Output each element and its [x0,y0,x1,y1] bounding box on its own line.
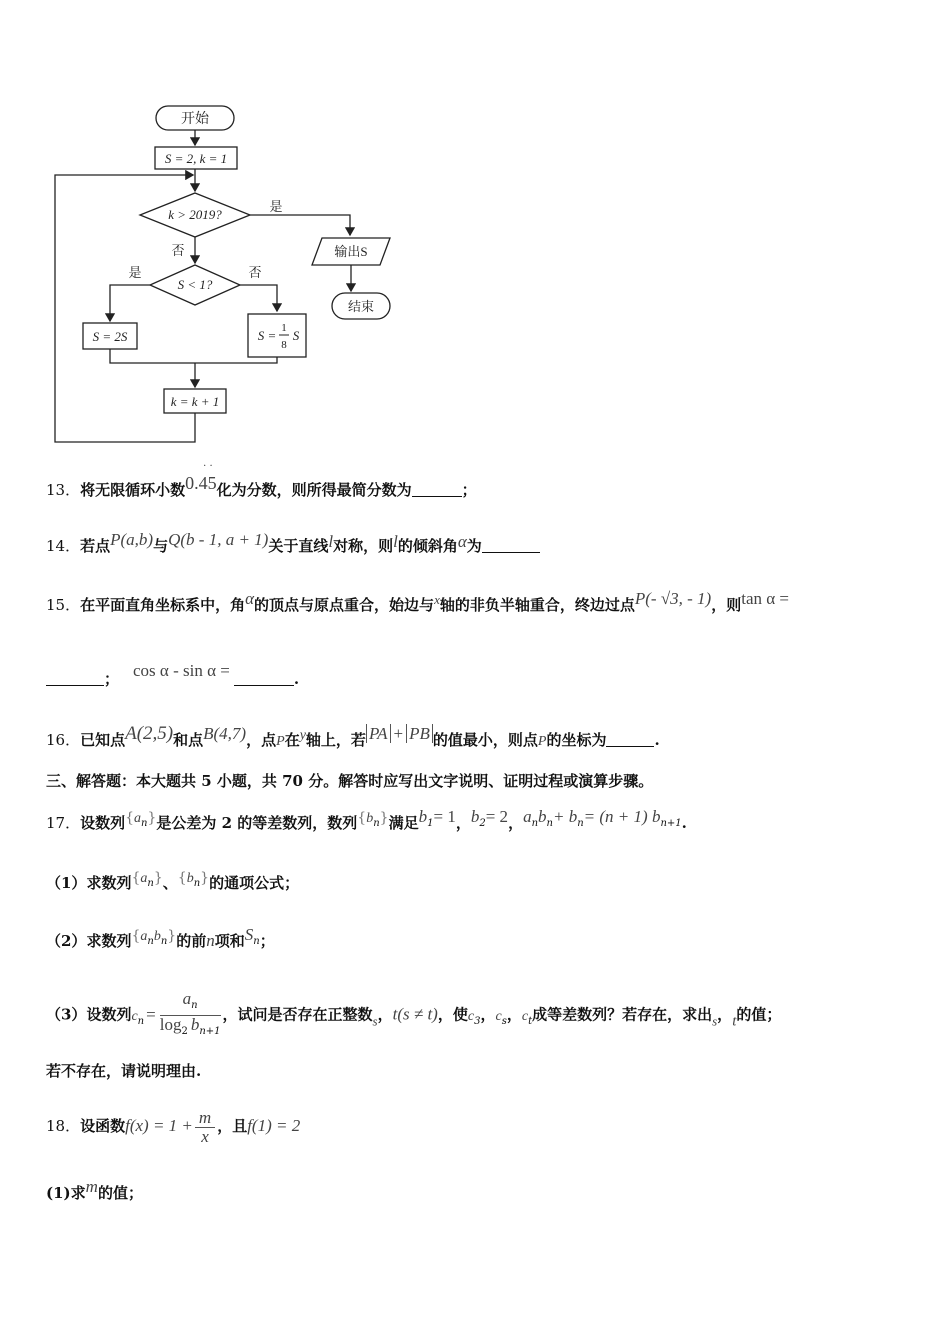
q15-text-3: 轴的非负半轴重合，终边过点 [439,596,635,614]
q17-p3-den-sub: n+1 [199,1026,221,1037]
q17-b2-eq [470,807,509,829]
q17-p3-sep-1: ， [377,1005,393,1024]
q17-p2-s: S [244,925,254,944]
q14-alpha: α [457,532,467,551]
q17-p3-sep-4: ， [717,1005,733,1024]
q17-p2-text-3: 项和 [214,932,245,950]
q15-text-2: 的顶点与原点重合，始边与 [254,596,435,614]
question-14 [46,529,540,557]
q17-p2-text-1: 求数列 [86,932,132,950]
q17-seq-b: $\{b_n\}$ [357,810,389,829]
q17-part-2 [46,924,275,953]
q14-text-3: 关于直线 [268,537,329,555]
q14-answer-blank[interactable] [482,552,540,553]
flow-end-text: 结束 [347,299,375,314]
flowchart [40,95,400,450]
q17-p3-ct-sub: t [528,1015,533,1027]
q15-point-p: P(- √3, - 1) [634,589,712,608]
q17-b: b [366,811,374,826]
q17-p3-ct-c: c [521,1008,529,1024]
q16-text-7: 的坐标为 [546,731,607,749]
q17-p2-seq-ab: $\{a_nb_n\}$ [131,928,177,947]
q17-p3-cond: (s ≠ t) [397,1004,438,1024]
flow-left-text: S = 2S [92,329,128,344]
q13-number: 13． [46,481,81,499]
q17-p3-text-3: ，使 [437,1005,468,1024]
q17-p3-eq: = [146,1004,156,1024]
q13-decimal [185,461,217,501]
q18-part-1 [46,1176,143,1204]
q17-rel-plus-sub: n [577,818,584,829]
q16-text-2: 和点 [173,731,204,749]
q14-point-p: P(a,b) [110,530,154,549]
q14-point-q: Q(b - 1, a + 1) [168,530,269,549]
q17-p2-s-sub: n [253,936,260,947]
q17-b-sub: n [373,818,380,829]
q16-text-5: 轴上，若 [305,731,366,749]
q17-rel-b: b [538,807,547,826]
q18-text-2: ，且 [217,1117,248,1135]
q16-pa: PA [366,724,391,743]
q17-rel-plus: + b [552,807,578,826]
q17-p3-num-sub: n [191,1000,198,1011]
q17-p3-ct [521,1006,533,1027]
q17-p3-sep-3: ， [506,1005,522,1024]
q17-a-sub: n [141,818,148,829]
q17-rel-rhs: = (n + 1) b [583,807,661,826]
q14-text-1: 若点 [80,537,111,555]
q17-rel-a-sub: n [531,818,539,829]
question-13 [46,461,477,501]
flow-cond1-text: k > 2019? [168,207,222,222]
q17-comma-2: ， [508,814,524,832]
q17-p3-label: （3） [46,1005,87,1024]
q16-pb: PB [406,724,433,743]
q17-p3-cs-sub: s [501,1015,507,1027]
question-17 [46,806,687,835]
q15-x: x [434,592,440,607]
q17-b1-sub: 1 [427,818,434,829]
q17-p2-sum [244,925,260,947]
q17-p3-text-1: 设数列 [86,1005,132,1024]
q15-number: 15． [46,596,81,614]
q15-text-5: ； [104,670,120,688]
q17-b2-value: = 2 [485,807,509,826]
q17-p3-c-def [131,989,222,1037]
q17-p3-cs [495,1006,507,1027]
q18-p1-text-2: 的值； [97,1184,143,1202]
q17-a: a [134,811,142,826]
q15-text-1: 在平面直角坐标系中，角 [80,596,246,614]
q17-p1-b: b [186,871,194,886]
flow-cond2-yes: 是 [128,265,142,280]
q13-text-1: 将无限循环小数 [80,481,186,499]
q16-number: 16． [46,731,81,749]
q14-line-l: l [328,532,334,551]
question-15-cont [46,660,299,690]
q17-p3-text-6: 若不存在，请说明理由. [46,1062,202,1080]
q14-text-6: 为 [466,537,482,555]
q16-plus: + [393,724,404,743]
q17-p2-a-sub: n [147,936,154,947]
question-15 [46,588,789,616]
q17-p3-num-a: a [182,989,192,1008]
q17-comma-1: ， [455,814,471,832]
q17-b1-value: = 1 [433,807,456,826]
q17-p2-label: （2） [46,932,87,950]
q17-relation [523,807,682,829]
q17-b1-eq [418,807,456,829]
q17-p3-t-2: t [732,1013,737,1030]
flow-right-lhs: S = [257,328,277,343]
q15-cos-sin-expr: cos α - sin α = [133,661,230,680]
q18-fraction [195,1109,215,1146]
q17-p3-c3-c: c [467,1008,475,1024]
q17-p3-text-5: 的值； [736,1005,782,1024]
q13-decimal-value: 0.45 [185,473,217,493]
q15-text-6: . [293,670,300,688]
flow-cond2-text: S < 1? [177,277,213,292]
q18-number: 18． [46,1117,81,1135]
q17-rel-rhs-sub: n+1 [660,818,682,829]
q17-p3-c3 [467,1006,481,1027]
q17-part-3 [46,990,781,1041]
q17-p3-c-sub: n [137,1015,145,1027]
q17-p2-a: a [140,929,148,944]
q17-p1-text-1: 求数列 [86,874,132,892]
q16-text-1: 已知点 [80,731,126,749]
q18-p1-label: (1) [46,1184,71,1202]
q17-p2-b-sub: n [160,936,168,947]
q16-text-3: ，点 [246,731,277,749]
q18-denominator: x [201,1126,209,1146]
q17-p3-text-4: 成等差数列？若存在，求出 [532,1005,713,1024]
q17-b1: b [418,807,428,826]
q18-p1-m: m [85,1177,98,1196]
q16-text-6: 的值最小，则点 [432,731,538,749]
flow-right-num: 1 [281,322,287,334]
q17-p3-denominator [160,1016,221,1041]
q17-p3-sep-2: ， [480,1005,496,1024]
flow-cond2-no: 否 [248,265,262,280]
q17-text-1: 设数列 [80,814,126,832]
q15-answer-blank-2[interactable] [234,685,294,686]
flow-cond1-no: 否 [171,243,185,258]
q15-alpha: α [245,589,255,608]
flow-init-text: S = 2, k = 1 [164,151,228,166]
q18-function: f(x) = 1 + [125,1116,193,1135]
q17-p3-s: s [372,1013,378,1029]
q17-p1-a-sub: n [147,878,154,889]
q17-p3-log: log [159,1015,182,1034]
q18-condition: f(1) = 2 [247,1116,301,1135]
q15-tan-expr: tan α = [741,589,789,608]
q17-number: 17． [46,814,81,832]
q17-p1-label: （1） [46,874,87,892]
q14-text-5: 的倾斜角 [397,537,458,555]
flow-cond1-yes: 是 [269,199,283,214]
q16-point-a: A(2,5) [125,723,174,744]
q17-p2-text-2: 的前 [176,932,207,950]
question-18 [46,1108,300,1146]
q16-y: y [299,728,306,743]
q17-b2: b [470,807,480,826]
q16-p-2: P [537,734,547,749]
q17-p1-sep: 、 [162,874,178,892]
q17-p1-b-sub: n [193,878,201,889]
flow-right-den: 8 [281,339,287,351]
flow-right-rhs: S [292,328,300,343]
q17-p1-seq-b: $\{b_n\}$ [177,870,210,889]
q13-text-2: 化为分数，则所得最简分数为 [216,481,412,499]
q16-text-8: . [654,731,660,749]
q14-text-2: 与 [153,537,169,555]
q17-text-4: . [681,814,687,832]
q15-answer-blank-1[interactable] [46,685,104,686]
q14-text-4: 对称，则 [333,537,394,555]
q14-number: 14． [46,537,81,555]
q18-text-1: 设函数 [80,1117,126,1135]
q13-text-3: ； [461,481,477,499]
q14-line-l-2: l [393,532,398,551]
q17-p3-cs-c: c [495,1008,502,1024]
flow-inc-text: k = k + 1 [170,394,220,409]
q17-text-2: 是公差为 2 的等差数列，数列 [156,814,358,832]
q18-p1-text-1: 求 [70,1184,86,1202]
q17-p1-text-2: 的通项公式； [209,874,300,892]
q17-p3-log-base: 2 [181,1026,188,1037]
q17-p2-n: n [206,931,215,950]
q17-p2-b: b [153,929,161,944]
question-16 [46,723,660,753]
q17-p3-text-2: ，试问是否存在正整数 [222,1005,373,1024]
q17-p1-a: a [140,871,148,886]
flow-start-text: 开始 [181,112,209,127]
q17-b2-sub: 2 [479,818,486,829]
q17-part-1 [46,866,299,895]
q16-distance-expr [366,725,433,743]
section-heading: 三、解答题：本大题共 5 小题，共 70 分。解答时应写出文字说明、证明过程或演算步骤。 [46,772,654,790]
flow-output-text: 输出S [334,244,368,259]
q16-p: P [276,734,285,749]
q13-repeat-dots: · · [203,461,213,472]
q17-p3-den-b: b [190,1015,200,1034]
q17-p2-text-4: ； [259,932,275,950]
q17-text-3: 满足 [388,814,419,832]
q15-text-4: ，则 [711,596,742,614]
q17-p3-fraction [160,990,221,1041]
q17-p3-numerator [160,990,221,1016]
q17-rel-b-sub: n [546,818,553,829]
q17-p3-s-2: s [712,1013,718,1029]
q16-point-b: B(4,7) [203,724,247,743]
q17-p1-seq-a: $\{a_n\}$ [131,870,163,889]
q13-answer-blank[interactable] [412,496,462,497]
q16-answer-blank[interactable] [606,746,654,747]
q17-p3-t: t [392,1004,398,1024]
q17-seq-a: $\{a_n\}$ [125,810,157,829]
q17-p3-c: c [131,1008,138,1024]
q17-rel-a: a [523,807,532,826]
q16-text-4: 在 [284,731,300,749]
q18-numerator: m [195,1109,215,1128]
q17-p3-c3-sub: 3 [474,1015,481,1027]
